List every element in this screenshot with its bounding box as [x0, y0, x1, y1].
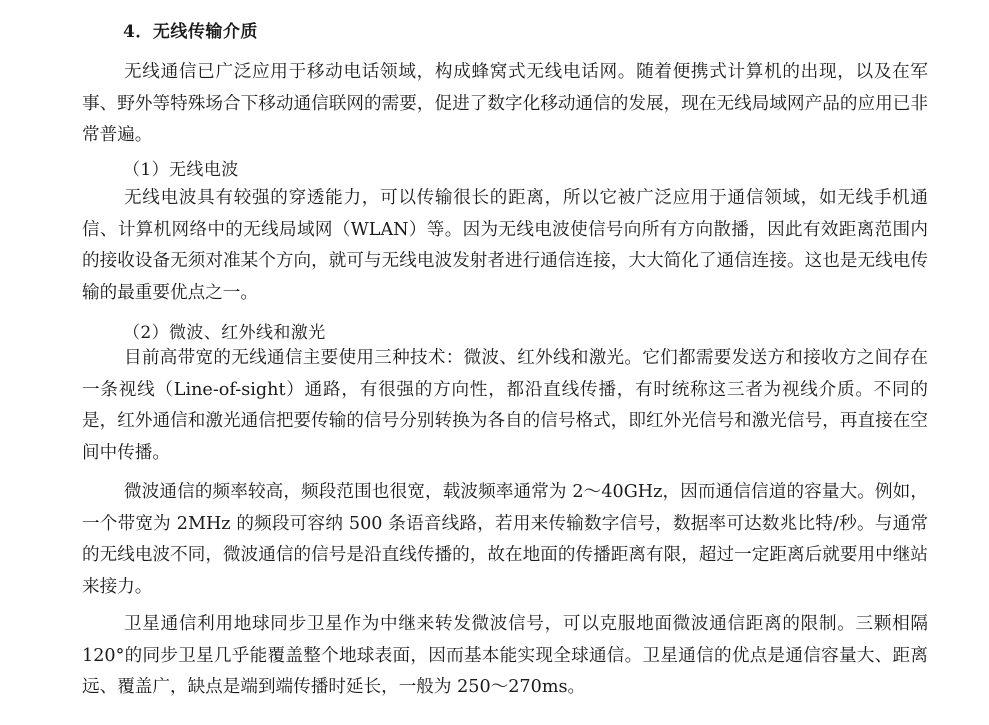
- section-heading: 4．无线传输介质: [123, 22, 258, 42]
- subsection-heading-microwave: （2）微波、红外线和激光: [123, 323, 326, 343]
- subsection-heading-radio: （1）无线电波: [123, 160, 239, 180]
- intro-paragraph: 无线通信已广泛应用于移动电话领域，构成蜂窝式无线电话网。随着便携式计算机的出现，以及在军事、野外等特殊场合下移动通信联网的需要，促进了数字化移动通信的发展，现在无线局域网产品的应用已非常普遍。: [82, 62, 928, 145]
- radio-paragraph: 无线电波具有较强的穿透能力，可以传输很长的距离，所以它被广泛应用于通信领域，如无线手机通信、计算机网络中的无线局域网（WLAN）等。因为无线电波使信号向所有方向散播，因此有效距离范围内的接收设备无须对准某个方向，就可与无线电波发射者进行通信连接，大大简化了通信连接。这也是无线电传输的最重要优点之一。: [82, 188, 928, 303]
- line-of-sight-paragraph: 目前高带宽的无线通信主要使用三种技术：微波、红外线和激光。它们都需要发送方和接收方之间存在一条视线（Line-of-sight）通路，有很强的方向性，都沿直线传播，有时统称这三者为视线介质。不同的是，红外通信和激光通信把要传输的信号分别转换为各自的信号格式，即红外光信号和激光信号，再直接在空间中传播。: [82, 348, 928, 463]
- microwave-paragraph: 微波通信的频率较高，频段范围也很宽，载波频率通常为 2～40GHz，因而通信信道的容量大。例如，一个带宽为 2MHz 的频段可容纳 500 条语音线路，若用来传输数字信号，数据率可达数兆比特/秒。与通常的无线电波不同，微波通信的信号是沿直线传播的，故在地面的传播距离有限，超过一定距离后就要用中继站来接力。: [82, 482, 928, 597]
- satellite-paragraph: 卫星通信利用地球同步卫星作为中继来转发微波信号，可以克服地面微波通信距离的限制。三颗相隔 120°的同步卫星几乎能覆盖整个地球表面，因而基本能实现全球通信。卫星通信的优点是通信容量大、距离远、覆盖广，缺点是端到端传播时延长，一般为 250～270ms。: [82, 614, 928, 697]
